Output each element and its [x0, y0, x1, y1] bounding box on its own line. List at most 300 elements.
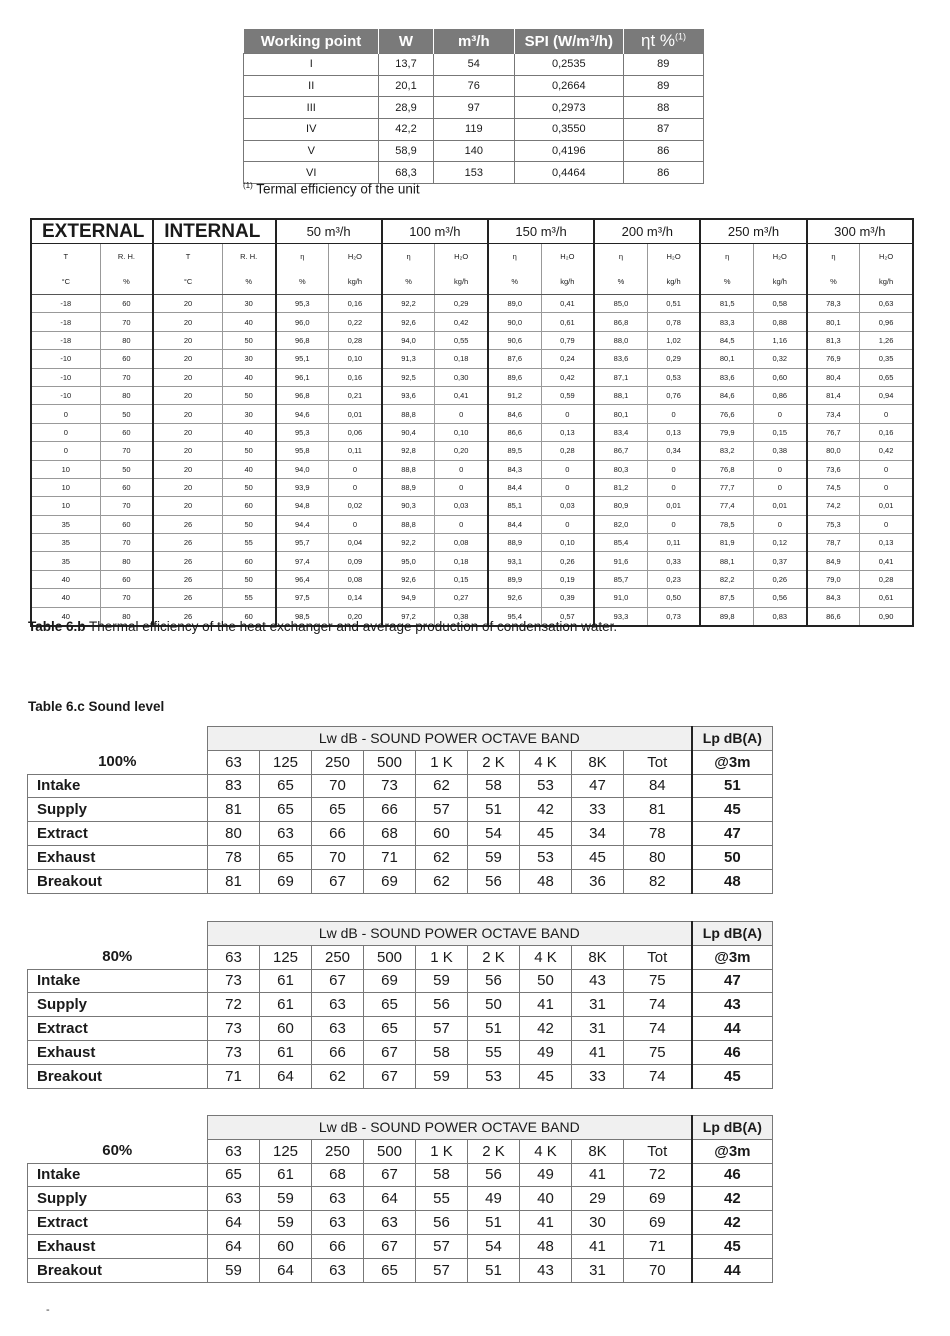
column-unit: % [382, 269, 435, 295]
thermal-cell: 0,28 [860, 570, 913, 588]
thermal-cell: 86,6 [807, 607, 860, 626]
thermal-cell: 0,57 [541, 607, 594, 626]
working-point-cell: 89 [623, 75, 704, 97]
thermal-cell: 60 [100, 295, 153, 313]
band-value: 66 [364, 798, 416, 822]
thermal-cell: 92,6 [382, 570, 435, 588]
band-label: Tot [624, 945, 692, 969]
band-value: 62 [416, 774, 468, 798]
band-value: 57 [416, 1234, 468, 1258]
band-label: 2 K [468, 750, 520, 774]
thermal-cell: 20 [153, 295, 222, 313]
thermal-cell: -18 [31, 313, 100, 331]
thermal-row [31, 368, 913, 386]
thermal-cell: 96,8 [276, 331, 329, 349]
working-point-cell: 0,4196 [515, 140, 623, 162]
thermal-cell: 60 [100, 423, 153, 441]
sound-header-row [28, 1116, 773, 1140]
working-point-cell: 97 [433, 97, 515, 119]
working-point-cell: 88 [623, 97, 704, 119]
thermal-cell: 40 [31, 607, 100, 626]
thermal-cell: 20 [153, 386, 222, 404]
sound-band-row [28, 1139, 773, 1163]
thermal-cell: 94,9 [382, 589, 435, 607]
band-value: 60 [260, 1234, 312, 1258]
thermal-cell: 81,2 [594, 478, 647, 496]
thermal-cell: 82,2 [700, 570, 753, 588]
band-value: 29 [572, 1187, 624, 1211]
thermal-cell: 0,37 [754, 552, 807, 570]
flow-header: 200 m³/h [594, 219, 700, 244]
thermal-cell: 0,42 [860, 442, 913, 460]
thermal-cell: 96,1 [276, 368, 329, 386]
sound-row [28, 969, 773, 993]
lp-value: 44 [692, 1017, 773, 1041]
band-value: 65 [364, 1017, 416, 1041]
thermal-cell: 0,14 [329, 589, 382, 607]
sound-row [28, 1187, 773, 1211]
thermal-cell: 0,90 [860, 607, 913, 626]
band-value: 63 [364, 1211, 416, 1235]
band-label: 4 K [520, 945, 572, 969]
working-point-body [244, 54, 704, 184]
thermal-cell: 55 [222, 534, 275, 552]
band-value: 58 [416, 1163, 468, 1187]
column-unit: % [222, 269, 275, 295]
band-value: 48 [520, 1234, 572, 1258]
column-label: T [63, 252, 69, 261]
thermal-cell: 83,2 [700, 442, 753, 460]
thermal-cell: 96,8 [276, 386, 329, 404]
column-unit: % [700, 269, 753, 295]
band-value: 33 [572, 1064, 624, 1088]
thermal-cell: 0 [31, 405, 100, 423]
band-value: 63 [312, 993, 364, 1017]
thermal-cell: 85,7 [594, 570, 647, 588]
thermal-cell: 0,42 [541, 368, 594, 386]
band-label: 125 [260, 945, 312, 969]
working-point-cell: 87 [623, 119, 704, 141]
flow-header: 100 m³/h [382, 219, 488, 244]
band-value: 57 [416, 1017, 468, 1041]
band-value: 75 [624, 969, 692, 993]
thermal-cell: 20 [153, 350, 222, 368]
band-label: 63 [208, 945, 260, 969]
band-value: 66 [312, 1040, 364, 1064]
thermal-cell: 83,6 [594, 350, 647, 368]
thermal-cell: 55 [222, 589, 275, 607]
working-point-cell: 42,2 [379, 119, 433, 141]
thermal-cell: 35 [31, 534, 100, 552]
thermal-cell: 85,1 [488, 497, 541, 515]
thermal-cell: 0,13 [647, 423, 700, 441]
column-unit: % [100, 269, 153, 295]
column-unit: % [807, 269, 860, 295]
thermal-cell: 97,5 [276, 589, 329, 607]
column-unit: kg/h [329, 269, 382, 295]
working-point-cell: 119 [433, 119, 515, 141]
band-label: 1 K [416, 750, 468, 774]
thermal-cell: 0,42 [435, 313, 488, 331]
sound-header-row [28, 922, 773, 946]
lp-value: 44 [692, 1258, 773, 1282]
thermal-cell: 0,41 [435, 386, 488, 404]
column-label: η [700, 244, 753, 270]
thermal-label-row [31, 244, 913, 270]
thermal-cell: 0,28 [541, 442, 594, 460]
thermal-cell: 26 [153, 607, 222, 626]
band-value: 56 [468, 869, 520, 893]
band-value: 56 [468, 969, 520, 993]
band-label: 1 K [416, 945, 468, 969]
column-unit: % [594, 269, 647, 295]
band-value: 53 [520, 774, 572, 798]
thermal-cell: 0,15 [754, 423, 807, 441]
thermal-cell: 20 [153, 313, 222, 331]
band-value: 45 [572, 845, 624, 869]
band-value: 70 [312, 845, 364, 869]
row-name: Breakout [28, 1064, 208, 1088]
thermal-cell: 70 [100, 497, 153, 515]
working-point-row [244, 119, 704, 141]
thermal-cell: 0,12 [754, 534, 807, 552]
band-value: 57 [416, 798, 468, 822]
thermal-cell: 91,0 [594, 589, 647, 607]
caption-label: Table 6.b [28, 619, 86, 634]
thermal-cell: 83,3 [700, 313, 753, 331]
thermal-cell: 79,9 [700, 423, 753, 441]
lp-header: Lp dB(A) [692, 727, 773, 751]
band-value: 41 [520, 993, 572, 1017]
sound-row [28, 993, 773, 1017]
thermal-cell: 89,6 [488, 368, 541, 386]
thermal-cell: 84,6 [700, 386, 753, 404]
thermal-cell: 79,0 [807, 570, 860, 588]
band-value: 67 [312, 969, 364, 993]
column-label: H₂O [541, 244, 594, 270]
thermal-row [31, 589, 913, 607]
thermal-cell: 0,10 [329, 350, 382, 368]
sound-level-title: Table 6.c Sound level [28, 699, 165, 714]
thermal-cell: 89,5 [488, 442, 541, 460]
thermal-cell: 50 [222, 478, 275, 496]
band-label: 250 [312, 750, 364, 774]
band-value: 59 [260, 1211, 312, 1235]
column-unit: °C [31, 269, 100, 295]
sound-row [28, 869, 773, 893]
header-spi: SPI (W/m³/h) [515, 29, 623, 54]
band-value: 78 [208, 845, 260, 869]
thermal-row [31, 313, 913, 331]
band-value: 71 [208, 1064, 260, 1088]
thermal-cell: 0,73 [647, 607, 700, 626]
column-unit: °C [153, 269, 222, 295]
thermal-cell: 98,5 [276, 607, 329, 626]
footnote-text: Termal efficiency of the unit [252, 181, 420, 197]
band-value: 84 [624, 774, 692, 798]
thermal-cell: 1,02 [647, 331, 700, 349]
band-value: 54 [468, 822, 520, 846]
thermal-cell: 0,78 [647, 313, 700, 331]
thermal-row [31, 405, 913, 423]
lp-header: Lp dB(A) [692, 1116, 773, 1140]
thermal-cell: 40 [222, 460, 275, 478]
thermal-cell: 78,7 [807, 534, 860, 552]
thermal-cell: 60 [100, 570, 153, 588]
band-value: 70 [624, 1258, 692, 1282]
thermal-cell: 76,8 [700, 460, 753, 478]
band-value: 69 [364, 969, 416, 993]
thermal-cell: 0,01 [860, 497, 913, 515]
thermal-cell: 0 [435, 515, 488, 533]
thermal-cell: 0 [647, 515, 700, 533]
band-value: 71 [364, 845, 416, 869]
blank-cell [28, 1116, 208, 1140]
thermal-cell: 20 [153, 405, 222, 423]
thermal-cell: 70 [100, 589, 153, 607]
thermal-cell: 60 [100, 478, 153, 496]
thermal-cell: 77,4 [700, 497, 753, 515]
thermal-cell: 20 [153, 442, 222, 460]
thermal-cell: 35 [31, 552, 100, 570]
band-value: 74 [624, 993, 692, 1017]
working-point-row [244, 54, 704, 76]
thermal-cell: 78,3 [807, 295, 860, 313]
band-value: 62 [416, 869, 468, 893]
band-label: 4 K [520, 1139, 572, 1163]
thermal-cell: 93,6 [382, 386, 435, 404]
band-value: 78 [624, 822, 692, 846]
lp-value: 42 [692, 1211, 773, 1235]
thermal-cell: 60 [222, 552, 275, 570]
working-point-cell: 0,2664 [515, 75, 623, 97]
band-value: 74 [624, 1017, 692, 1041]
column-label: η [276, 244, 329, 270]
blank-cell [28, 727, 208, 751]
band-value: 60 [260, 1017, 312, 1041]
column-label: H₂O [647, 244, 700, 270]
thermal-cell: 94,0 [276, 460, 329, 478]
thermal-cell: 0,41 [541, 295, 594, 313]
working-point-cell: 54 [433, 54, 515, 76]
header-m3h: m³/h [433, 29, 515, 54]
band-value: 49 [468, 1187, 520, 1211]
thermal-cell: 0,34 [647, 442, 700, 460]
working-point-cell: 89 [623, 54, 704, 76]
lw-header: Lw dB - SOUND POWER OCTAVE BAND [208, 727, 692, 751]
flow-header: 300 m³/h [807, 219, 913, 244]
thermal-cell: 88,8 [382, 460, 435, 478]
sound-row [28, 1234, 773, 1258]
thermal-cell: 88,0 [594, 331, 647, 349]
band-value: 65 [260, 798, 312, 822]
band-value: 31 [572, 993, 624, 1017]
thermal-efficiency-body [31, 219, 913, 626]
working-point-cell: 0,3550 [515, 119, 623, 141]
thermal-cell: 0,08 [329, 570, 382, 588]
working-point-cell: V [244, 140, 379, 162]
thermal-cell: 70 [100, 313, 153, 331]
band-value: 41 [520, 1211, 572, 1235]
working-point-cell: 0,2535 [515, 54, 623, 76]
thermal-cell: 60 [100, 350, 153, 368]
thermal-row [31, 295, 913, 313]
working-point-cell: 76 [433, 75, 515, 97]
thermal-cell: 0 [647, 405, 700, 423]
thermal-cell: 0,61 [860, 589, 913, 607]
thermal-cell: 0,38 [754, 442, 807, 460]
thermal-cell: 0,86 [754, 386, 807, 404]
thermal-cell: 0,21 [329, 386, 382, 404]
thermal-cell: 20 [153, 460, 222, 478]
thermal-cell: 0 [860, 478, 913, 496]
column-label: η [594, 244, 647, 270]
thermal-cell: 50 [222, 442, 275, 460]
row-name: Extract [28, 1017, 208, 1041]
thermal-cell: 81,3 [807, 331, 860, 349]
band-value: 82 [624, 869, 692, 893]
thermal-cell: 80 [100, 552, 153, 570]
band-value: 49 [520, 1040, 572, 1064]
band-value: 55 [416, 1187, 468, 1211]
thermal-cell: 0,55 [435, 331, 488, 349]
internal-header: INTERNAL [153, 219, 275, 244]
thermal-table-caption [28, 619, 617, 634]
band-label: 500 [364, 945, 416, 969]
thermal-cell: 0,59 [541, 386, 594, 404]
thermal-cell: 0,15 [435, 570, 488, 588]
thermal-row [31, 552, 913, 570]
band-label: Tot [624, 750, 692, 774]
row-name: Intake [28, 774, 208, 798]
thermal-cell: 0,09 [329, 552, 382, 570]
working-point-cell: VI [244, 162, 379, 184]
page-mark: - [46, 1304, 50, 1316]
thermal-cell: 0,16 [860, 423, 913, 441]
thermal-cell: 80 [100, 607, 153, 626]
thermal-cell: 40 [222, 368, 275, 386]
thermal-cell: 92,5 [382, 368, 435, 386]
lp-value: 47 [692, 822, 773, 846]
thermal-cell: 0,13 [860, 534, 913, 552]
band-value: 36 [572, 869, 624, 893]
thermal-cell: 84,4 [488, 478, 541, 496]
thermal-row [31, 478, 913, 496]
band-value: 56 [468, 1163, 520, 1187]
thermal-cell: 95,3 [276, 295, 329, 313]
working-point-cell: 28,9 [379, 97, 433, 119]
thermal-cell: 0,10 [541, 534, 594, 552]
thermal-cell: 85,0 [594, 295, 647, 313]
thermal-cell: 0 [435, 478, 488, 496]
thermal-cell: 0,38 [435, 607, 488, 626]
thermal-row [31, 515, 913, 533]
lp-header: Lp dB(A) [692, 922, 773, 946]
band-value: 58 [416, 1040, 468, 1064]
thermal-cell: 0 [541, 478, 594, 496]
working-point-cell: IV [244, 119, 379, 141]
thermal-cell: 26 [153, 589, 222, 607]
lw-header: Lw dB - SOUND POWER OCTAVE BAND [208, 922, 692, 946]
thermal-cell: 88,9 [488, 534, 541, 552]
sound-band-row [28, 945, 773, 969]
band-label: 1 K [416, 1139, 468, 1163]
thermal-cell: 89,8 [700, 607, 753, 626]
thermal-cell: 0,51 [647, 295, 700, 313]
thermal-cell: 0 [860, 515, 913, 533]
thermal-cell: 90,3 [382, 497, 435, 515]
thermal-cell: 0,41 [860, 552, 913, 570]
thermal-cell: 84,6 [488, 405, 541, 423]
thermal-row [31, 534, 913, 552]
thermal-cell: 80,1 [594, 405, 647, 423]
band-label: 63 [208, 1139, 260, 1163]
working-point-cell: 153 [433, 162, 515, 184]
thermal-cell: 95,8 [276, 442, 329, 460]
thermal-cell: 92,8 [382, 442, 435, 460]
thermal-cell: 0,01 [647, 497, 700, 515]
thermal-cell: 0,63 [860, 295, 913, 313]
thermal-cell: 0,22 [329, 313, 382, 331]
thermal-cell: 87,5 [700, 589, 753, 607]
band-value: 56 [416, 993, 468, 1017]
thermal-cell: 91,2 [488, 386, 541, 404]
thermal-cell: 26 [153, 515, 222, 533]
thermal-cell: 87,1 [594, 368, 647, 386]
band-value: 61 [260, 1163, 312, 1187]
thermal-cell: 0,35 [860, 350, 913, 368]
thermal-cell: 0,10 [435, 423, 488, 441]
band-value: 67 [364, 1064, 416, 1088]
sound-row [28, 1017, 773, 1041]
band-value: 51 [468, 1258, 520, 1282]
thermal-cell: 95,0 [382, 552, 435, 570]
thermal-unit-row [31, 269, 913, 295]
column-label: η [807, 244, 860, 270]
thermal-cell: 95,1 [276, 350, 329, 368]
thermal-cell: 0,94 [860, 386, 913, 404]
working-point-cell: 58,9 [379, 140, 433, 162]
band-value: 69 [624, 1187, 692, 1211]
band-value: 73 [208, 1017, 260, 1041]
row-name: Intake [28, 969, 208, 993]
thermal-cell: 0,13 [541, 423, 594, 441]
lp-value: 46 [692, 1163, 773, 1187]
column-label: R. H. [222, 244, 275, 270]
thermal-cell: 0,23 [647, 570, 700, 588]
thermal-cell: 80,4 [807, 368, 860, 386]
thermal-cell: 0 [647, 460, 700, 478]
working-point-cell: I [244, 54, 379, 76]
thermal-cell: 0 [329, 478, 382, 496]
lp-value: 50 [692, 845, 773, 869]
thermal-cell: 0 [541, 460, 594, 478]
band-label: 125 [260, 1139, 312, 1163]
thermal-cell: 20 [153, 497, 222, 515]
band-value: 61 [260, 993, 312, 1017]
thermal-cell: 80,0 [807, 442, 860, 460]
sound-level-table [27, 726, 773, 894]
thermal-cell: 85,4 [594, 534, 647, 552]
working-point-cell: 86 [623, 140, 704, 162]
thermal-cell: 73,4 [807, 405, 860, 423]
thermal-cell: 74,5 [807, 478, 860, 496]
lp-value: 45 [692, 1064, 773, 1088]
band-value: 67 [364, 1040, 416, 1064]
band-value: 48 [520, 869, 572, 893]
thermal-cell: 75,3 [807, 515, 860, 533]
working-point-cell: 0,4464 [515, 162, 623, 184]
